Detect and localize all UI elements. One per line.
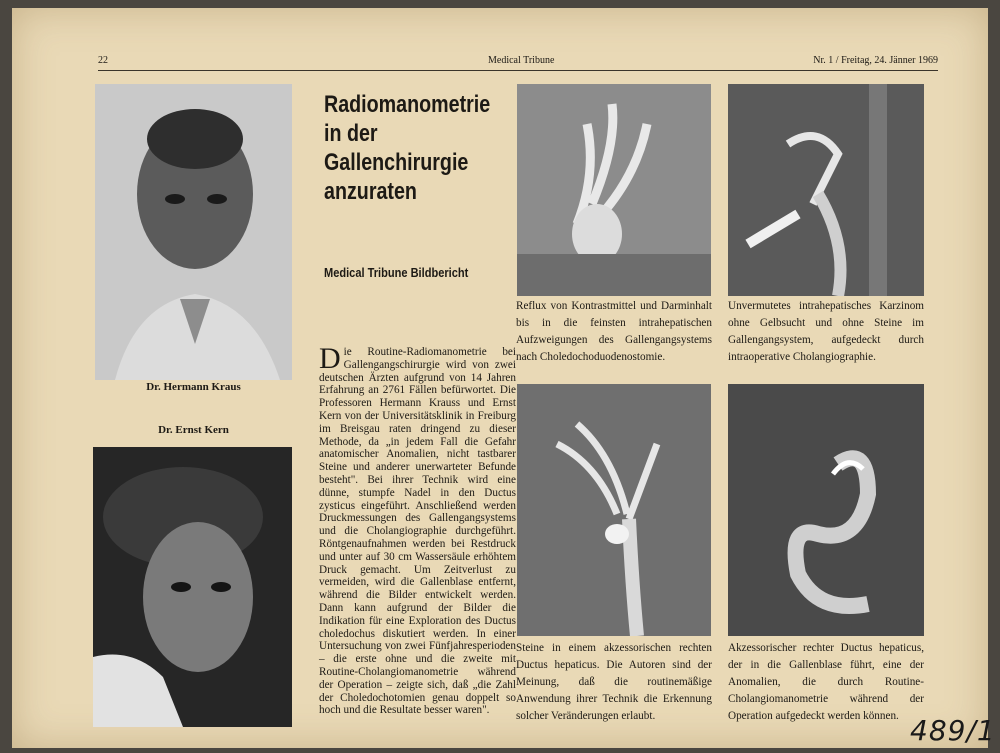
xray-caption-bottom-right: Akzessorischer rechter Ductus hepaticus, der in die Gallenblase führt, eine der Anomalien, die durch Routine-Cholangiomanometrie während der Operation aufgedeckt werden können.: [728, 642, 924, 722]
portrait-caption-bottom: Dr. Ernst Kern: [158, 424, 229, 436]
issue-date: Nr. 1 / Freitag, 24. Jänner 1969: [813, 55, 938, 66]
title-line: Radiomanometrie: [324, 91, 491, 118]
portrait-ernst-kern: [93, 447, 292, 727]
title-line: Gallenchirurgie: [324, 149, 469, 176]
xray-caption-top-left: Reflux von Kontrastmittel und Darminhalt bis in die feinsten intrahepatischen Aufzweigungen des Gallengangsystems nach Choledochoduodenostomie.: [516, 300, 712, 363]
article-subtitle: Medical Tribune Bildbericht: [324, 265, 469, 280]
portrait-hermann-kraus: [95, 84, 292, 380]
xray-caption-top-right: Unvermutetes intrahepatisches Karzinom ohne Gelbsucht und ohne Steine im Gallengangsystem, aufgedeckt durch intraoperative Cholangiographie.: [728, 300, 924, 363]
xray-image-bottom-left: [517, 384, 711, 636]
xray-image-top-left: [517, 84, 711, 296]
portrait-caption-top: Dr. Hermann Kraus: [146, 381, 241, 393]
page-number: 22: [98, 55, 108, 66]
xray-image-bottom-right: [728, 384, 924, 636]
title-line: anzuraten: [324, 178, 417, 205]
xray-image-top-right: [728, 84, 924, 296]
xray-caption-bottom-left: Steine in einem akzessorischen rechten Ductus hepaticus. Die Autoren sind der Meinung, daß die routinemäßige Anwendung ihrer Technik die Erkennung solcher Veränderungen erlaubt.: [516, 642, 712, 722]
page-header: [98, 54, 938, 71]
archive-number: 489/1: [910, 714, 996, 747]
newspaper-clipping: [12, 8, 996, 748]
article-body: Die Routine-Radiomanometrie bei Gallengangschirurgie wird von zwei deutschen Ärzten aufgrund von 14 Jahren Erfahrung an 2761 Fällen befürwortet. Die Professoren Hermann Krauss und Ernst Kern von der Universitätsklinik in Freiburg im Breisgau raten dringend zu dieser Methode, da „in jedem Fall die Gefahr anatomischer Anomalien, nicht tastbarer Steine und anderer unerwarteter Befunde besteht". Bei ihrer Technik wird eine dünne, stumpfe Nadel in den Ductus zysticus eingeführt. Anschließend werden Druckmessungen des Gallengangsystems und die Cholangiographie durchgeführt. Röntgenaufnahmen werden bei Restdruck und unter auf 30 cm Wassersäule erhöhtem Druck gemacht. Um Zeitverlust zu vermeiden, wird die Gallenblase entfernt, während die Bilder entwickelt werden. Dann kann aufgrund der Bilder die Indikation für eine Exploration des Ductus choledochus diskutiert werden. In einer Untersuchung von zwei Fünfjahresperioden – die erste ohne und die zweite mit Routine-Cholangiomanometrie während der Operation – zeigte sich, daß „die Zahl der Choledochotomien genau doppelt so hoch und die Resultate besser waren".: [319, 342, 516, 717]
title-line: in der: [324, 120, 378, 147]
publication-name: Medical Tribune: [488, 55, 555, 66]
article-title: [324, 90, 491, 206]
